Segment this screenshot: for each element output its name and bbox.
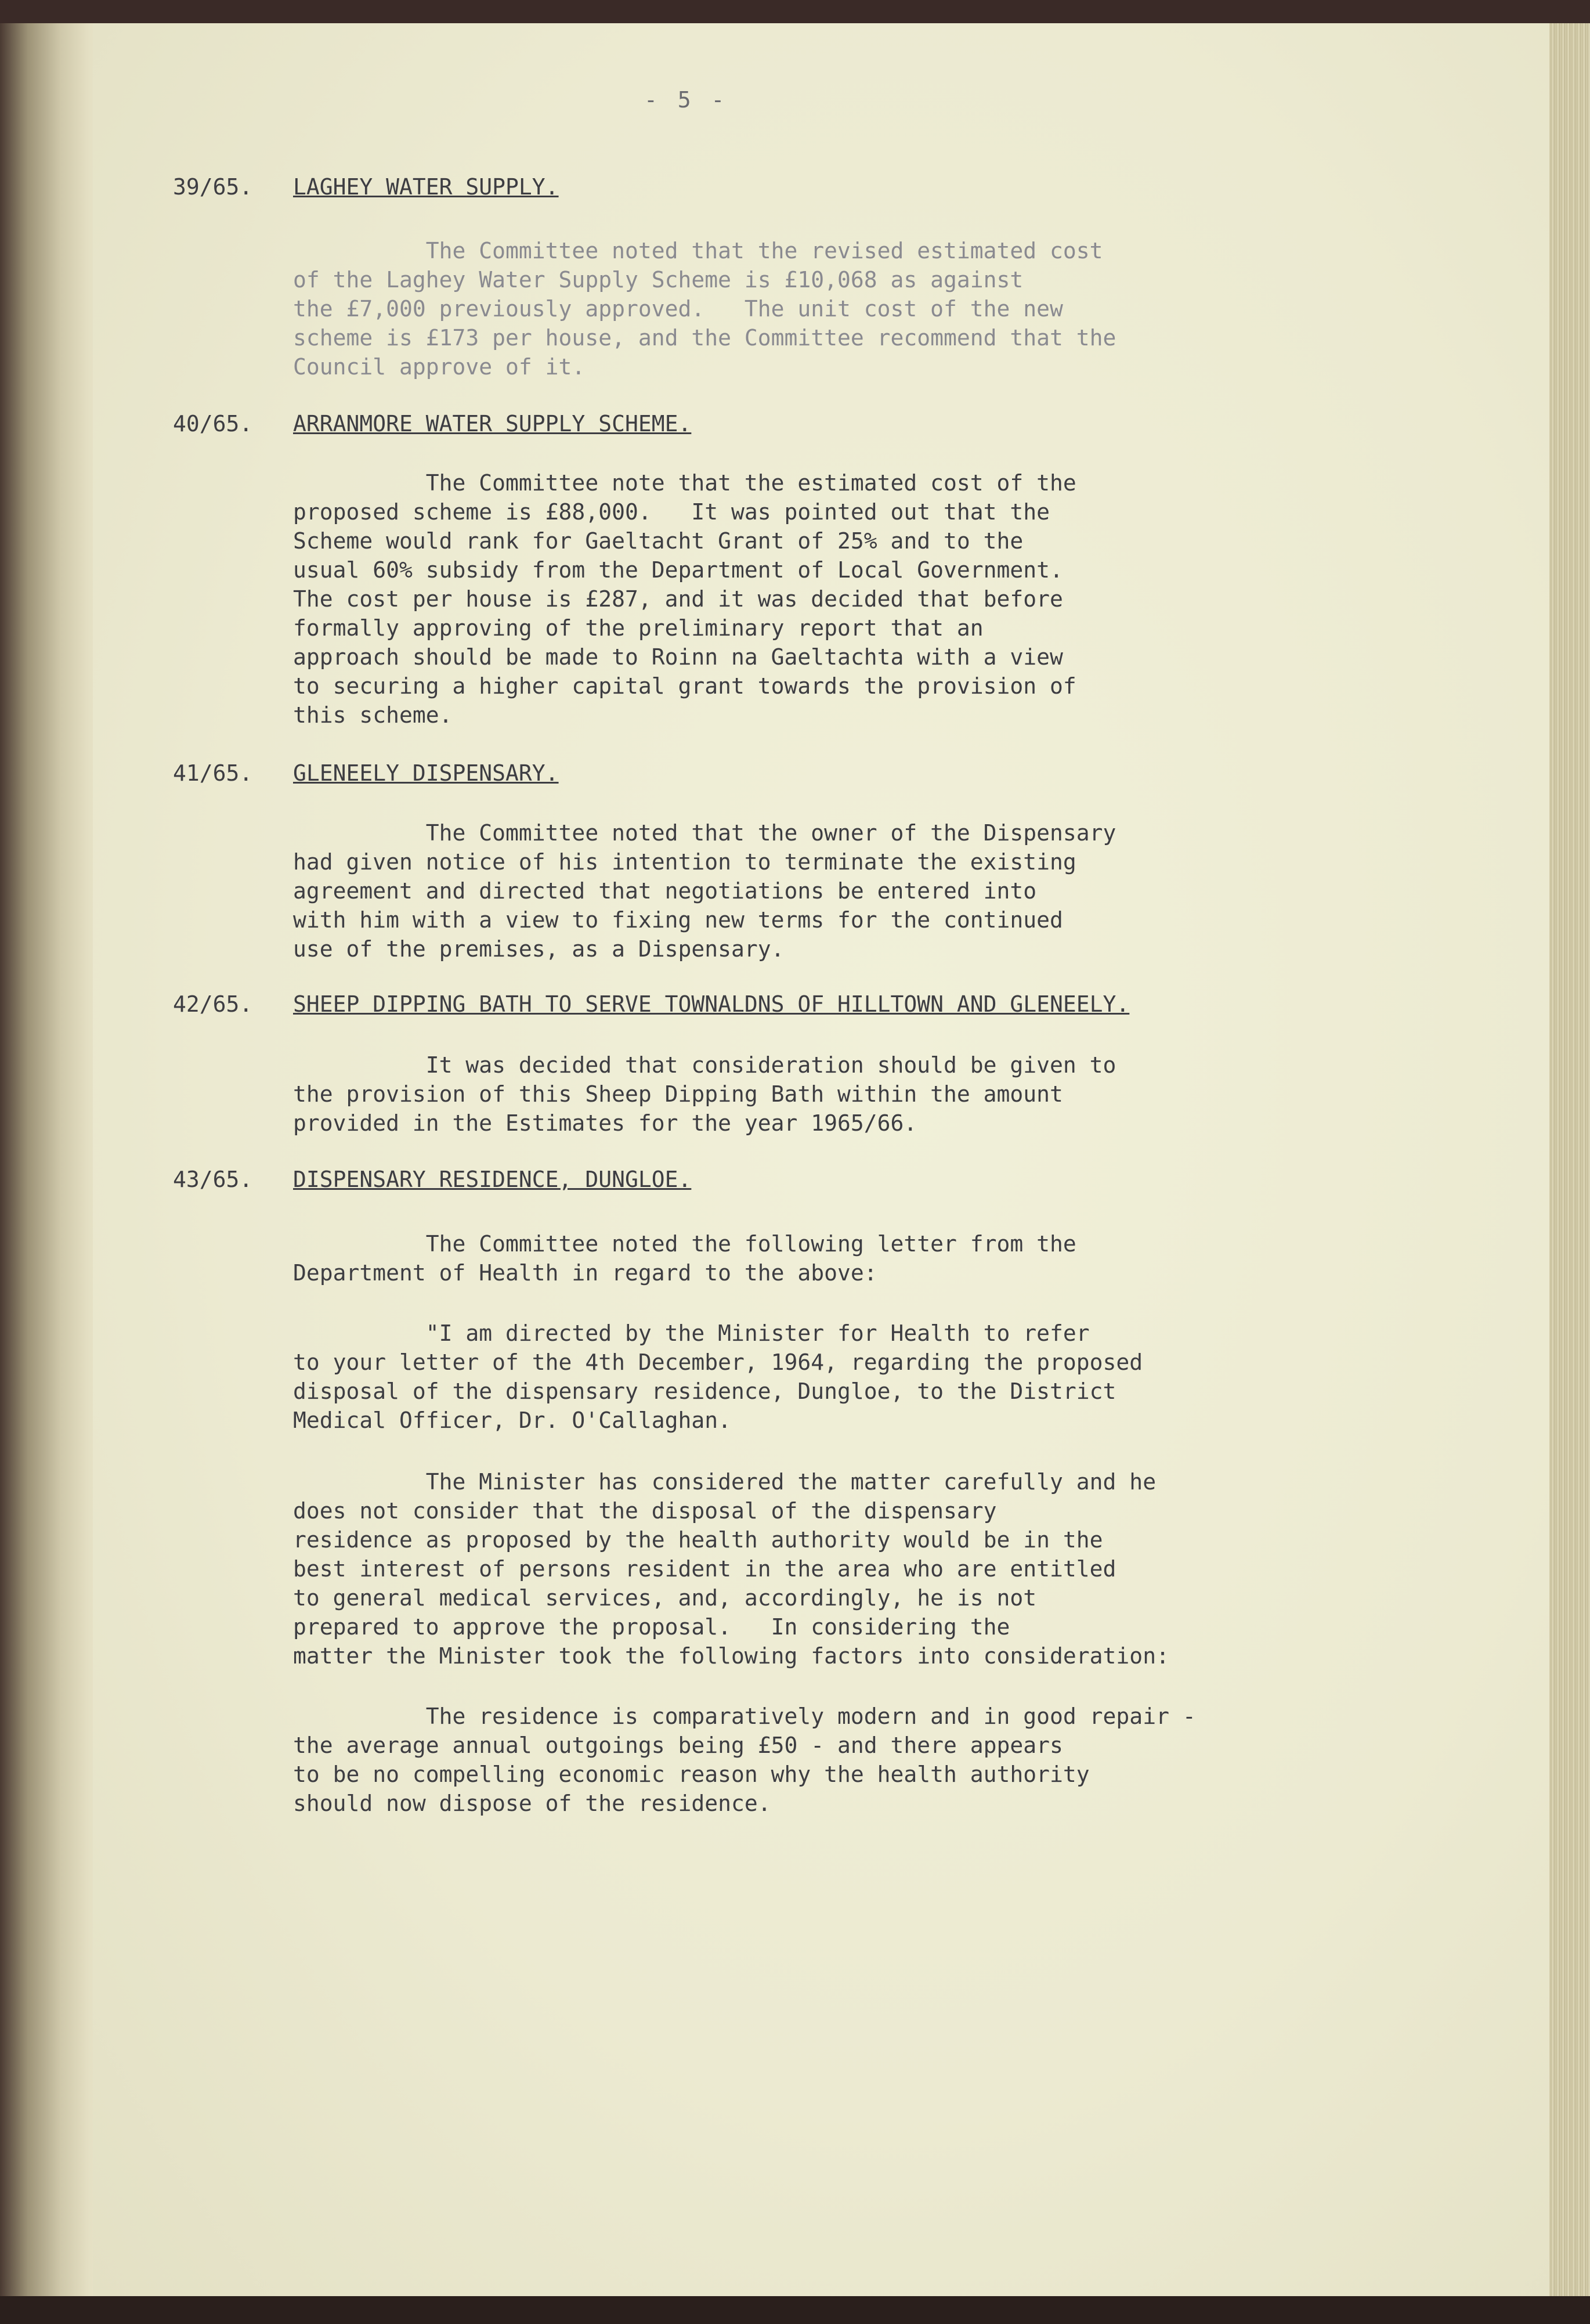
text-line: of the Laghey Water Supply Scheme is £10,068 as against (293, 267, 1024, 293)
text-line: usual 60% subsidy from the Department of Local Government. (293, 557, 1063, 583)
minute-number: 39/65. (173, 174, 253, 200)
text-line: use of the premises, as a Dispensary. (293, 936, 785, 962)
text-line: Scheme would rank for Gaeltacht Grant of 25% and to the (293, 528, 1024, 554)
text-line: provided in the Estimates for the year 1965/66. (293, 1110, 917, 1136)
text-line: The residence is comparatively modern and in good repair - (293, 1704, 1196, 1729)
text-line: to general medical services, and, accordingly, he is not (293, 1585, 1037, 1611)
text-line: to be no compelling economic reason why the health authority (293, 1762, 1090, 1787)
text-line: had given notice of his intention to terminate the existing (293, 849, 1076, 875)
text-line: "I am directed by the Minister for Health to refer (293, 1320, 1090, 1346)
text-line: proposed scheme is £88,000. It was pointed out that the (293, 499, 1050, 525)
text-line: with him with a view to fixing new terms for the continued (293, 907, 1063, 933)
text-line: the average annual outgoings being £50 - and there appears (293, 1733, 1063, 1758)
text-line: the £7,000 previously approved. The unit cost of the new (293, 296, 1063, 322)
text-line: The Committee noted that the revised estimated cost (293, 238, 1103, 264)
text-line: residence as proposed by the health authority would be in the (293, 1527, 1103, 1553)
text-line: prepared to approve the proposal. In considering the (293, 1614, 1010, 1640)
text-line: matter the Minister took the following factors into consideration: (293, 1643, 1169, 1669)
text-line: does not consider that the disposal of the dispensary (293, 1498, 997, 1524)
minute-number: 41/65. (173, 760, 253, 786)
text-line: The Committee noted that the owner of the Dispensary (293, 820, 1116, 846)
minute-heading: SHEEP DIPPING BATH TO SERVE TOWNALDNS OF HILLTOWN AND GLENEELY. (293, 991, 1130, 1017)
scan-bottom-border (0, 2296, 1590, 2324)
page-stack-edge (1549, 23, 1590, 2301)
text-line: agreement and directed that negotiations be entered into (293, 878, 1037, 904)
text-line: should now dispose of the residence. (293, 1791, 771, 1816)
text-line: the provision of this Sheep Dipping Bath within the amount (293, 1081, 1063, 1107)
minute-heading: GLENEELY DISPENSARY. (293, 760, 559, 786)
minute-number: 43/65. (173, 1167, 253, 1192)
minute-heading: DISPENSARY RESIDENCE, DUNGLOE. (293, 1167, 692, 1192)
text-line: this scheme. (293, 702, 453, 728)
page-number: - 5 - (644, 87, 728, 113)
text-line: The Minister has considered the matter carefully and he (293, 1469, 1157, 1495)
minute-number: 40/65. (173, 411, 253, 436)
text-line: Council approve of it. (293, 354, 586, 380)
text-line: to securing a higher capital grant towards the provision of (293, 673, 1076, 699)
text-line: to your letter of the 4th December, 1964, regarding the proposed (293, 1349, 1143, 1375)
text-line: formally approving of the preliminary report that an (293, 615, 984, 641)
text-line: disposal of the dispensary residence, Dungloe, to the District (293, 1378, 1116, 1404)
text-line: approach should be made to Roinn na Gaeltachta with a view (293, 644, 1063, 670)
minute-heading: ARRANMORE WATER SUPPLY SCHEME. (293, 411, 692, 436)
text-line: Department of Health in regard to the above: (293, 1260, 877, 1286)
minute-number: 42/65. (173, 991, 253, 1017)
text-line: It was decided that consideration should be given to (293, 1052, 1116, 1078)
text-line: scheme is £173 per house, and the Committee recommend that the (293, 325, 1116, 351)
text-line: The cost per house is £287, and it was decided that before (293, 586, 1063, 612)
minute-heading: LAGHEY WATER SUPPLY. (293, 174, 559, 200)
text-line: Medical Officer, Dr. O'Callaghan. (293, 1408, 731, 1433)
text-line: The Committee note that the estimated cost of the (293, 470, 1076, 496)
text-line: The Committee noted the following letter from the (293, 1231, 1076, 1257)
text-line: best interest of persons resident in the area who are entitled (293, 1556, 1116, 1582)
